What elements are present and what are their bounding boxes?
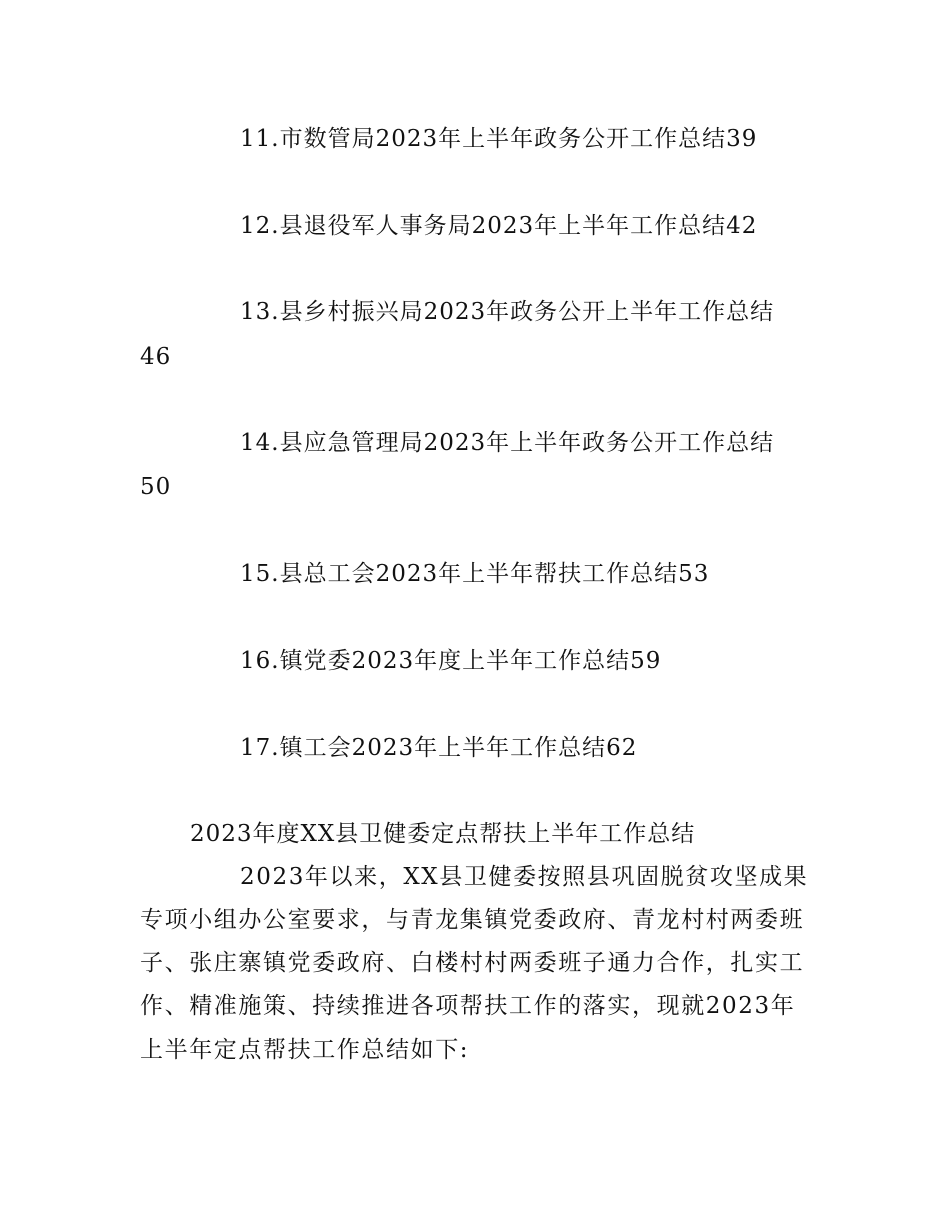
- toc-item-13: 13.县乡村振兴局2023年政务公开上半年工作总结: [240, 299, 775, 325]
- toc-item-14: 14.县应急管理局2023年上半年政务公开工作总结: [240, 430, 775, 456]
- toc-item-11: 11.市数管局2023年上半年政务公开工作总结39: [240, 126, 758, 152]
- toc-item-16: 16.镇党委2023年度上半年工作总结59: [240, 648, 662, 674]
- paragraph-line: 专项小组办公室要求，与青龙集镇党委政府、青龙村村两委班: [140, 907, 805, 933]
- paragraph-line: 子、张庄寨镇党委政府、白楼村村两委班子通力合作，扎实工: [140, 950, 805, 976]
- article-title: 2023年度XX县卫健委定点帮扶上半年工作总结: [190, 821, 696, 847]
- paragraph-line: 上半年定点帮扶工作总结如下:: [140, 1037, 470, 1063]
- paragraph-line: 作、精准施策、持续推进各项帮扶工作的落实，现就2023年: [140, 993, 796, 1019]
- toc-item-12: 12.县退役军人事务局2023年上半年工作总结42: [240, 213, 758, 239]
- toc-item-14-page: 50: [140, 474, 172, 500]
- paragraph-line: 2023年以来，XX县卫健委按照县巩固脱贫攻坚成果: [240, 864, 809, 890]
- toc-item-15: 15.县总工会2023年上半年帮扶工作总结53: [240, 561, 710, 587]
- toc-item-17: 17.镇工会2023年上半年工作总结62: [240, 735, 638, 761]
- toc-item-13-page: 46: [140, 344, 172, 370]
